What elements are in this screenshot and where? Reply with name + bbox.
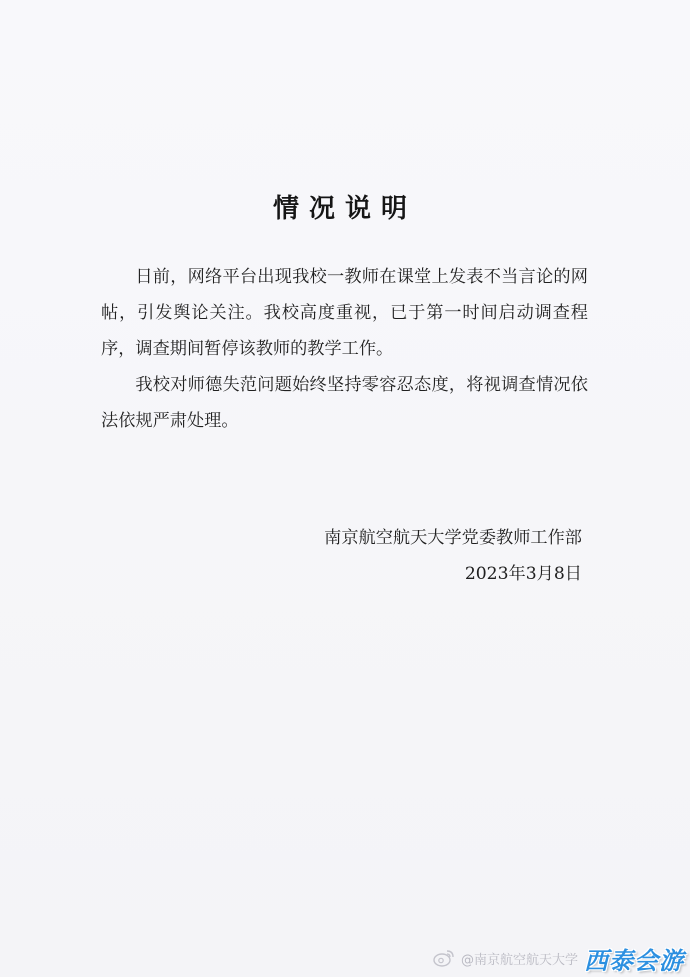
document-body (101, 259, 588, 439)
paragraph-2: 我校对师德失范问题始终坚持零容忍态度，将视调查情况依法依规严肃处理。 (101, 375, 588, 431)
signature-block (324, 520, 582, 592)
signature-organization: 南京航空航天大学党委教师工作部 (324, 528, 582, 548)
signature-date: 2023年3月8日 (464, 564, 582, 584)
brand-logo: 西泰会游 (584, 946, 684, 975)
document-title: 情况说明 (272, 194, 417, 224)
weibo-icon (433, 949, 455, 967)
watermark (433, 943, 684, 973)
watermark-account: @南京航空航天大学 (460, 952, 578, 968)
paragraph-1: 日前，网络平台出现我校一教师在课堂上发表不当言论的网帖，引发舆论关注。我校高度重视，已于第一时间启动调查程序，调查期间暂停该教师的教学工作。 (101, 267, 588, 359)
